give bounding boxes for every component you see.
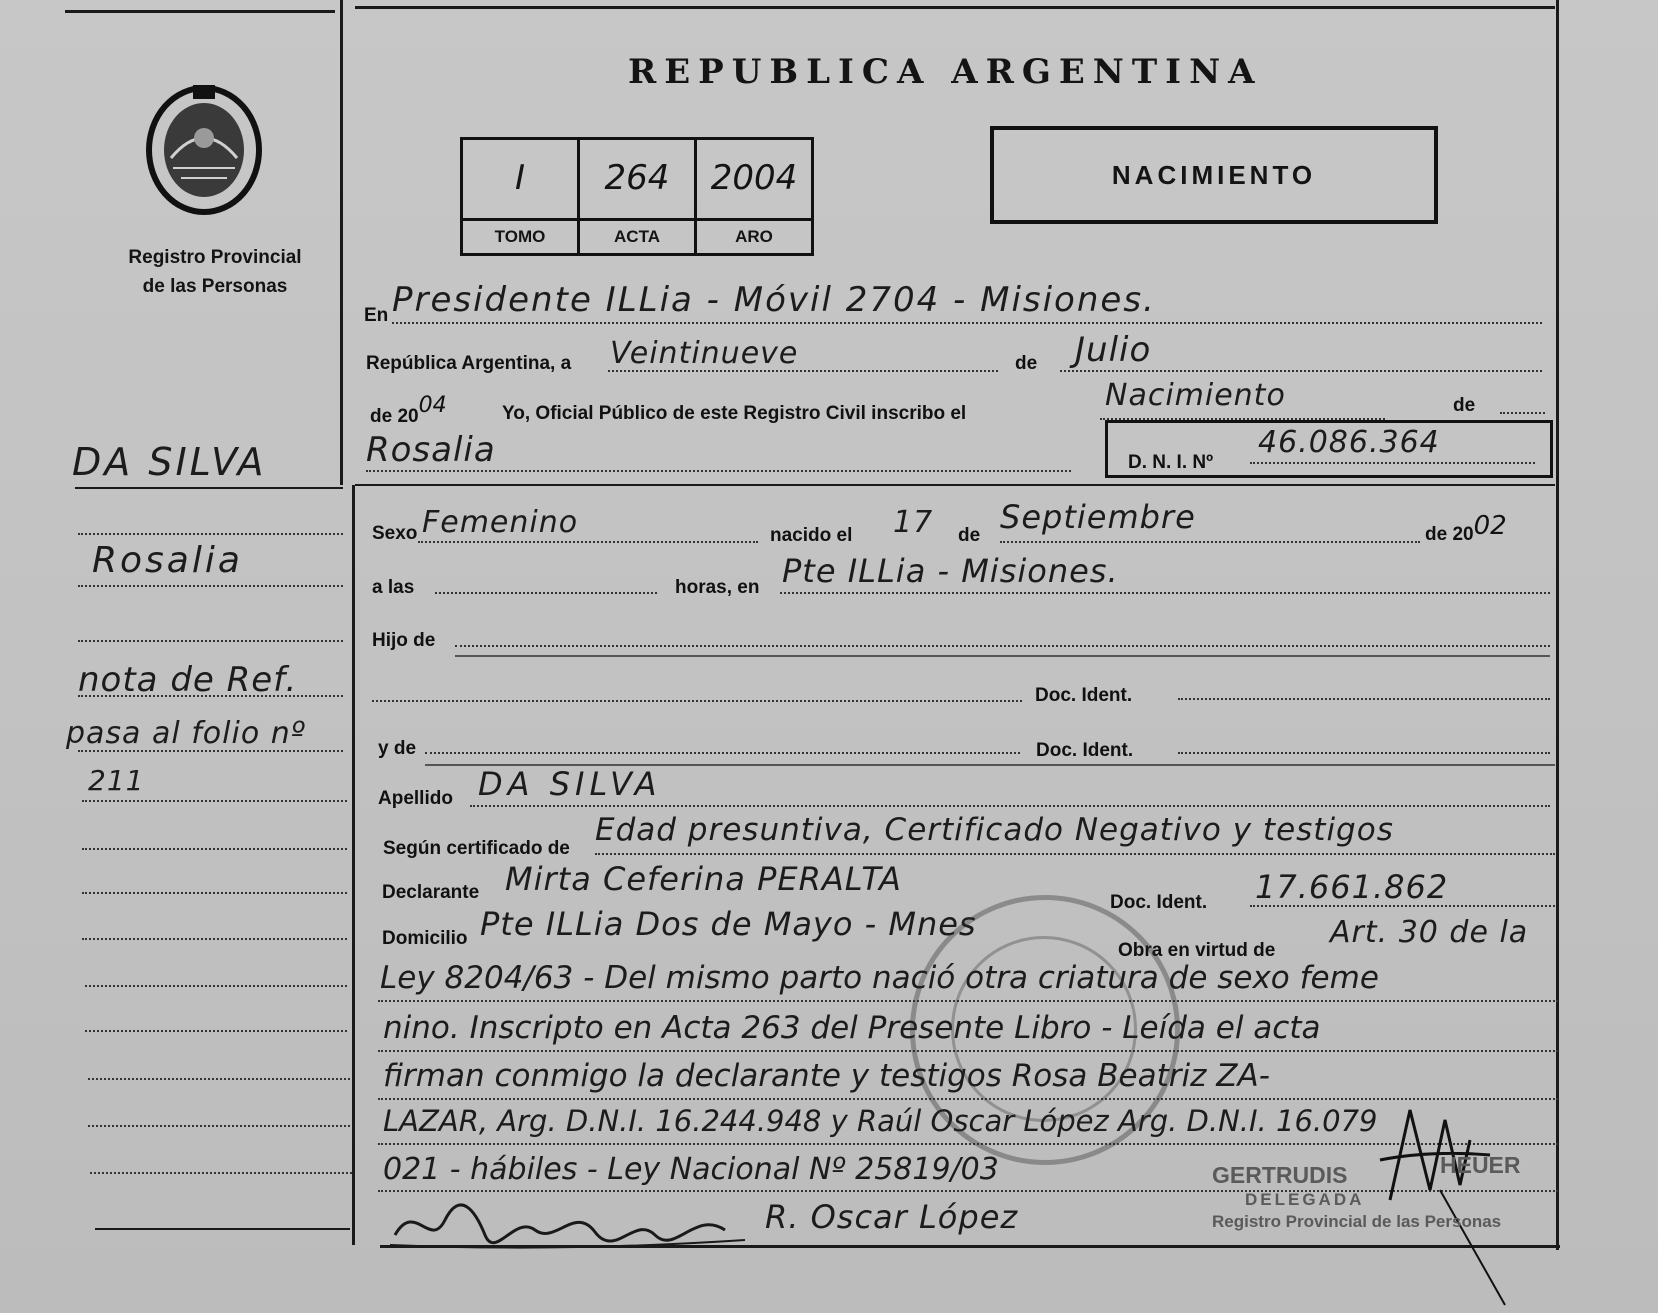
en-line <box>392 322 1542 324</box>
de-label-2: de <box>1453 395 1476 416</box>
top-border-right <box>355 6 1555 9</box>
section-divider <box>355 484 1555 486</box>
registry-line-1: Registro Provincial <box>128 247 302 268</box>
margin-divider-outer <box>340 0 343 485</box>
nacido-month-line <box>1000 541 1420 543</box>
margin-dotline <box>78 533 343 535</box>
registry-name <box>100 243 330 301</box>
body-line-4: LAZAR, Arg. D.N.I. 16.244.948 y Raúl Oscar López Arg. D.N.I. 16.079 <box>383 1104 1378 1138</box>
margin-divider-inner <box>352 485 355 1245</box>
event-value: Nacimiento <box>1105 378 1286 413</box>
month-value: Julio <box>1075 330 1152 370</box>
yo-text: Yo, Oficial Público de este Registro Civil inscribo el <box>502 403 967 424</box>
tomo-acta-box <box>460 137 814 256</box>
declarante-label: Declarante <box>382 882 480 903</box>
doc-ident-label-1: Doc. Ident. <box>1035 685 1133 706</box>
declarante-doc-value: 17.661.862 <box>1255 868 1449 906</box>
horas-label: horas, en <box>675 577 760 598</box>
domicilio-value: Pte ILLia Dos de Mayo - Mnes <box>480 905 977 943</box>
margin-surname-underline <box>75 487 343 489</box>
sexo-label: Sexo <box>372 523 418 544</box>
signature-line: R. Oscar López <box>765 1198 1019 1236</box>
year-suffix: 04 <box>418 393 447 418</box>
seal-inner-ring <box>951 936 1137 1122</box>
nacido-year-prefix: de 20 <box>1425 524 1474 545</box>
certificate-type-box: NACIMIENTO <box>990 126 1438 224</box>
doc-ident-label-3: Doc. Ident. <box>1110 892 1208 913</box>
registry-line-2: de las Personas <box>142 276 288 297</box>
sexo-value: Femenino <box>422 505 579 540</box>
doc-ident-label-2: Doc. Ident. <box>1036 740 1134 761</box>
day-line <box>608 370 998 372</box>
yde-label: y de <box>378 738 417 759</box>
margin-dotline <box>85 985 347 987</box>
nacido-day: 17 <box>893 505 934 540</box>
nacido-year <box>1425 511 1507 547</box>
mother-line <box>425 752 1020 754</box>
nacido-year-suffix: 02 <box>1473 511 1507 541</box>
sexo-line <box>418 541 758 543</box>
nacido-month: Septiembre <box>1000 498 1196 536</box>
margin-note-line-1: nota de Ref. <box>78 660 298 700</box>
margin-dotline <box>82 848 347 850</box>
hijo-rule <box>455 655 1550 657</box>
apellido-value: DA SILVA <box>478 765 662 803</box>
ano-cell <box>697 140 811 253</box>
margin-dotline <box>90 1172 352 1174</box>
en-label: En <box>364 305 389 326</box>
year-prefix-text: de 20 <box>370 406 419 427</box>
republica-label: República Argentina, a <box>366 353 572 374</box>
apellido-label: Apellido <box>378 788 453 809</box>
top-border-left <box>65 10 335 13</box>
page-title: REPUBLICA ARGENTINA <box>628 52 1263 92</box>
father-line <box>372 700 1022 702</box>
doc-ident-line-1 <box>1178 698 1550 700</box>
margin-dotline <box>88 1125 350 1127</box>
day-value: Veintinueve <box>610 336 799 371</box>
tomo-cell <box>463 140 580 253</box>
dni-label: D. N. I. Nº <box>1128 452 1214 473</box>
margin-dotline <box>82 800 347 802</box>
dni-value: 46.086.364 <box>1258 425 1440 460</box>
right-border <box>1556 0 1559 1250</box>
obra-value: Art. 30 de la <box>1330 915 1529 950</box>
person-line <box>366 470 1071 472</box>
declarante-doc-line <box>1250 905 1555 907</box>
acta-value: 264 <box>604 158 670 198</box>
margin-dotline <box>88 1078 350 1080</box>
person-name-value: Rosalia <box>366 430 496 470</box>
declarant-signature-scribble <box>385 1190 765 1260</box>
margin-dotline <box>78 750 343 752</box>
margin-name: Rosalia <box>92 540 243 581</box>
provincial-shield-logo <box>143 83 265 217</box>
en-value: Presidente ILLia - Móvil 2704 - Misiones. <box>392 280 1156 320</box>
domicilio-label: Domicilio <box>382 928 468 949</box>
margin-note-line-3: 211 <box>88 764 145 797</box>
body-line-1: Ley 8204/63 - Del mismo parto nació otra criatura de sexo feme <box>380 960 1379 996</box>
margin-bottom-line <box>95 1228 350 1230</box>
tomo-value: I <box>514 158 526 198</box>
de-label-3: de <box>958 525 981 546</box>
segun-line <box>595 853 1555 855</box>
body-line-3: firman conmigo la declarante y testigos Rosa Beatriz ZA- <box>383 1058 1270 1094</box>
tomo-label: TOMO <box>463 218 577 253</box>
doc-ident-line-2 <box>1178 752 1550 754</box>
segun-value: Edad presuntiva, Certificado Negativo y testigos <box>595 812 1394 848</box>
stamp-org: Registro Provincial de las Personas <box>1212 1212 1502 1231</box>
official-round-seal <box>910 895 1180 1165</box>
stamp-surname: HEUER <box>1440 1152 1521 1178</box>
margin-dotline <box>78 585 343 587</box>
segun-label: Según certificado de <box>383 838 570 859</box>
margin-surname: DA SILVA <box>72 440 267 484</box>
hijo-line <box>455 645 1550 647</box>
alas-line <box>435 592 657 594</box>
apellido-line <box>470 805 1550 807</box>
acta-label: ACTA <box>580 218 694 253</box>
acta-cell <box>580 140 697 253</box>
ano-value: 2004 <box>710 158 798 198</box>
nacido-label: nacido el <box>770 525 853 546</box>
body-line-2: nino. Inscripto en Acta 263 del Presente Libro - Leída el acta <box>383 1010 1321 1046</box>
place-line <box>780 592 1550 594</box>
margin-dotline <box>78 640 343 642</box>
ano-label: ARO <box>697 218 811 253</box>
obra-label: Obra en virtud de <box>1118 940 1276 961</box>
margin-dotline <box>78 695 343 697</box>
de-line-2 <box>1500 412 1545 414</box>
stamp-name: GERTRUDIS <box>1212 1162 1348 1188</box>
month-line <box>1060 370 1542 372</box>
dni-line <box>1250 462 1535 464</box>
year-prefix <box>370 393 447 428</box>
official-signature-scribble <box>1370 1080 1520 1313</box>
margin-dotline <box>85 1030 347 1032</box>
declarante-value: Mirta Ceferina PERALTA <box>505 860 902 898</box>
de-label: de <box>1015 353 1038 374</box>
alas-label: a las <box>372 577 415 598</box>
hijo-label: Hijo de <box>372 630 436 651</box>
body-line-5: 021 - hábiles - Ley Nacional Nº 25819/03 <box>383 1152 999 1187</box>
margin-dotline <box>82 892 347 894</box>
margin-note-line-2: pasa al folio nº <box>66 716 306 751</box>
margin-dotline <box>82 938 347 940</box>
place-value: Pte ILLia - Misiones. <box>782 552 1119 590</box>
stamp-role: DELEGADA <box>1245 1190 1365 1209</box>
